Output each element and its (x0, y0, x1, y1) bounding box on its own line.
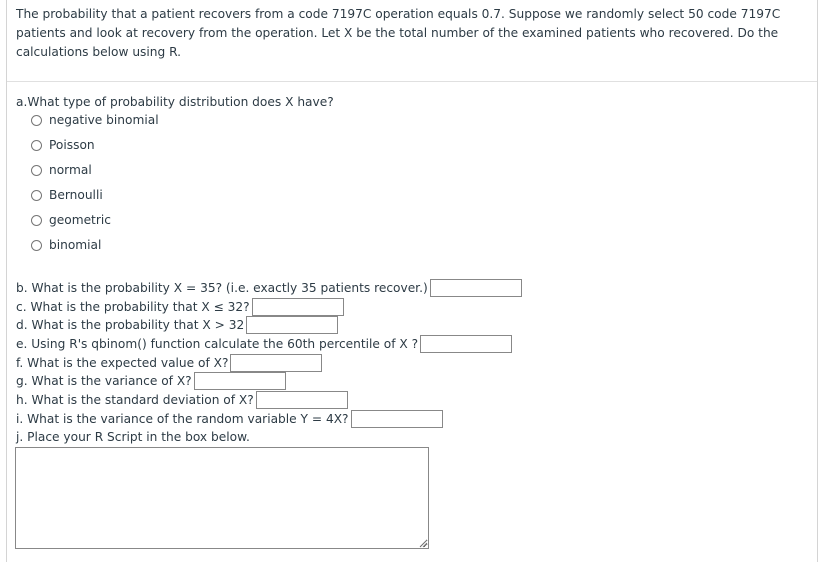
question-intro: The probability that a patient recovers from a code 7197C operation equals 0.7. Suppose we randomly select 50 code 7197C patients and look at recovery from the operation. Let X be the total number of the examined patients who recovered. Do the calculations below using R. (16, 7, 781, 59)
option-label: binomial (49, 238, 102, 252)
option-label: Bernoulli (49, 188, 103, 202)
question-g-label: g. What is the variance of X? (16, 374, 192, 388)
radio-button[interactable] (31, 115, 42, 126)
radio-button[interactable] (31, 165, 42, 176)
option-label: normal (49, 163, 92, 177)
question-b-label: b. What is the probability X = 35? (i.e. exactly 35 patients recover.) (16, 281, 428, 295)
option-negative-binomial[interactable] (31, 112, 159, 128)
resize-handle-icon[interactable] (418, 538, 428, 548)
question-e (16, 335, 512, 353)
option-label: negative binomial (49, 113, 159, 127)
radio-button[interactable] (31, 215, 42, 226)
answer-d-input[interactable] (246, 316, 338, 334)
question-h (16, 391, 348, 409)
question-f (16, 354, 322, 372)
radio-button[interactable] (31, 190, 42, 201)
answer-g-input[interactable] (194, 372, 286, 390)
radio-button[interactable] (31, 140, 42, 151)
answer-b-input[interactable] (430, 279, 522, 297)
question-a-prompt: a.What type of probability distribution does X have? (16, 95, 334, 109)
answer-c-input[interactable] (252, 298, 344, 316)
option-binomial[interactable] (31, 237, 101, 253)
question-b (16, 279, 522, 297)
r-script-textarea[interactable] (15, 447, 429, 549)
answer-f-input[interactable] (230, 354, 322, 372)
question-d-label: d. What is the probability that X > 32 (16, 318, 245, 332)
option-bernoulli[interactable] (31, 187, 103, 203)
option-geometric[interactable] (31, 212, 111, 228)
option-normal[interactable] (31, 162, 92, 178)
option-label: geometric (49, 213, 111, 227)
question-i (16, 410, 443, 428)
question-i-label: i. What is the variance of the random variable Y = 4X? (16, 412, 349, 426)
question-d (16, 316, 338, 334)
question-j (16, 428, 250, 446)
option-poisson[interactable] (31, 137, 95, 153)
answer-i-input[interactable] (351, 410, 443, 428)
divider (7, 81, 817, 82)
question-g (16, 372, 286, 390)
answer-e-input[interactable] (420, 335, 512, 353)
answer-h-input[interactable] (256, 391, 348, 409)
radio-button[interactable] (31, 240, 42, 251)
question-f-label: f. What is the expected value of X? (16, 356, 229, 370)
question-e-label: e. Using R's qbinom() function calculate the 60th percentile of X ? (16, 337, 419, 351)
question-h-label: h. What is the standard deviation of X? (16, 393, 254, 407)
question-j-label: j. Place your R Script in the box below. (16, 430, 250, 444)
question-c-label: c. What is the probability that X ≤ 32? (16, 300, 250, 314)
option-label: Poisson (49, 138, 95, 152)
question-c (16, 298, 344, 316)
